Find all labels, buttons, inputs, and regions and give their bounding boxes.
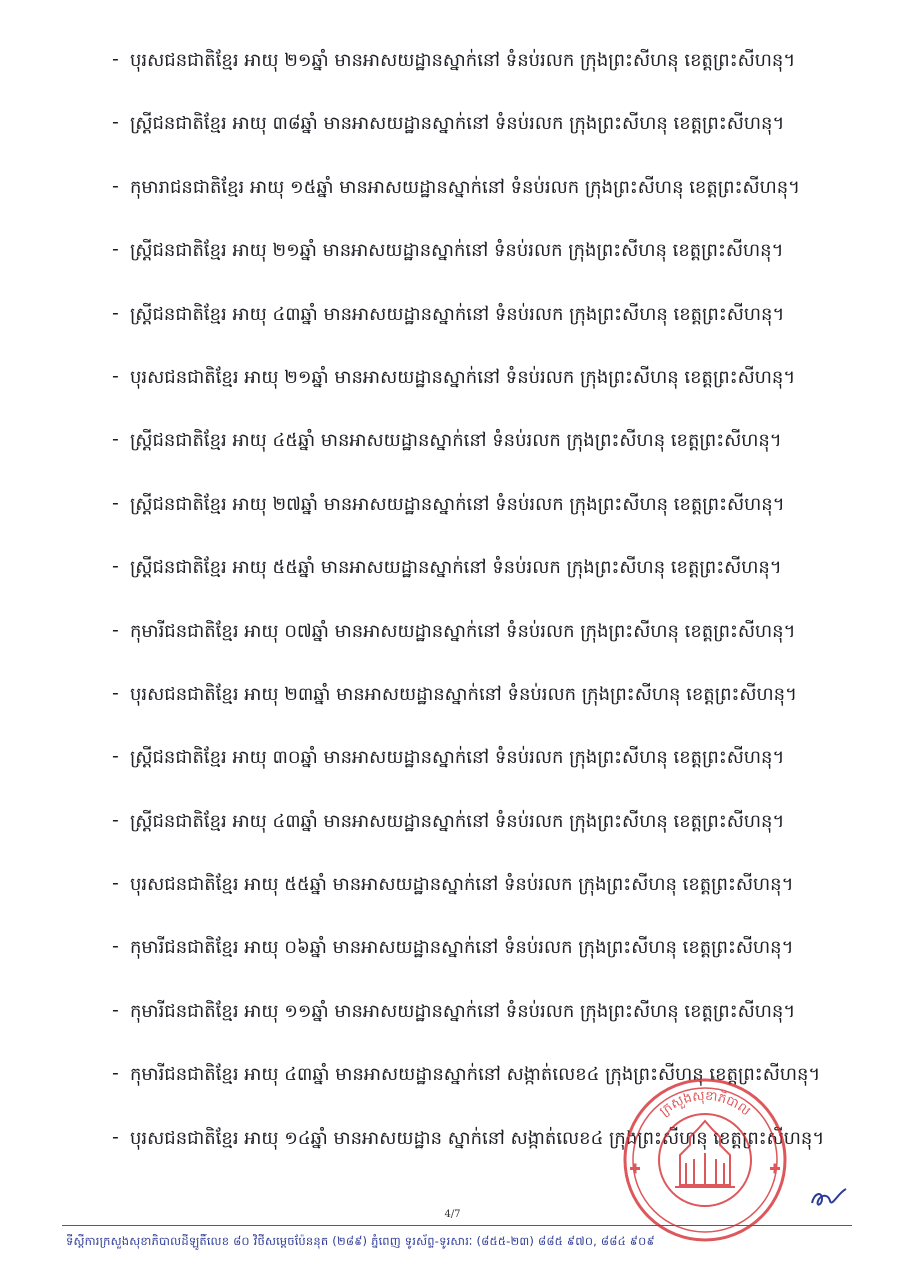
- bullet-dash: -: [112, 238, 119, 261]
- list-item-text: ស្ត្រីជនជាតិខ្មែរ អាយុ ៤៣ឆ្នាំ មានអាសយដ្ឋានស្នាក់នៅ ទំនប់រលក ក្រុងព្រះសីហនុ ខេត្តព្រះសីហនុ។: [130, 303, 785, 325]
- list-item-text: ស្ត្រីជនជាតិខ្មែរ អាយុ ២១ឆ្នាំ មានអាសយដ្ឋានស្នាក់នៅ ទំនប់រលក ក្រុងព្រះសីហនុ ខេត្តព្រះសីហនុ។: [130, 240, 784, 262]
- bullet-dash: -: [112, 1062, 119, 1085]
- bullet-dash: -: [112, 808, 119, 831]
- list-item-text: បុរសជនជាតិខ្មែរ អាយុ ២៣ឆ្នាំ មានអាសយដ្ឋានស្នាក់នៅ ទំនប់រលក ក្រុងព្រះសីហនុ ខេត្តព្រះសីហនុ។: [130, 683, 797, 705]
- bullet-dash: -: [112, 111, 119, 134]
- footer-divider: [62, 1225, 852, 1226]
- list-item-text: កុមារាជនជាតិខ្មែរ អាយុ ១៥ឆ្នាំ មានអាសយដ្ឋានស្នាក់នៅ ទំនប់រលក ក្រុងព្រះសីហនុ ខេត្តព្រះសីហនុ។: [130, 176, 801, 198]
- list-item-text: ស្ត្រីជនជាតិខ្មែរ អាយុ ៤៣ឆ្នាំ មានអាសយដ្ឋានស្នាក់នៅ ទំនប់រលក ក្រុងព្រះសីហនុ ខេត្តព្រះសីហនុ។: [130, 810, 785, 832]
- list-item-text: ស្ត្រីជនជាតិខ្មែរ អាយុ ៣០ឆ្នាំ មានអាសយដ្ឋានស្នាក់នៅ ទំនប់រលក ក្រុងព្រះសីហនុ ខេត្តព្រះសីហនុ។: [130, 747, 785, 769]
- case-list: [112, 40, 852, 1181]
- list-item: [112, 484, 852, 547]
- bullet-dash: -: [112, 301, 119, 324]
- bullet-dash: -: [112, 745, 119, 768]
- list-item-text: កុមារីជនជាតិខ្មែរ អាយុ ៤៣ឆ្នាំ មានអាសយដ្ឋានស្នាក់នៅ សង្កាត់លេខ៤ ក្រុងព្រះសីហនុ ខេត្តព្រះសីហនុ។: [130, 1064, 821, 1086]
- list-item-text: ស្ត្រីជនជាតិខ្មែរ អាយុ ៣៨ឆ្នាំ មានអាសយដ្ឋានស្នាក់នៅ ទំនប់រលក ក្រុងព្រះសីហនុ ខេត្តព្រះសីហនុ។: [130, 113, 785, 135]
- list-item: [112, 357, 852, 420]
- list-item: [112, 801, 852, 864]
- list-item: [112, 230, 852, 293]
- list-item-text: ស្ត្រីជនជាតិខ្មែរ អាយុ ២៧ឆ្នាំ មានអាសយដ្ឋានស្នាក់នៅ ទំនប់រលក ក្រុងព្រះសីហនុ ខេត្តព្រះសីហនុ។: [130, 493, 785, 515]
- list-item: [112, 927, 852, 990]
- bullet-dash: -: [112, 1125, 119, 1148]
- list-item-text: ស្ត្រីជនជាតិខ្មែរ អាយុ ៥៥ឆ្នាំ មានអាសយដ្ឋានស្នាក់នៅ ទំនប់រលក ក្រុងព្រះសីហនុ ខេត្តព្រះសីហនុ។: [130, 557, 782, 579]
- list-item: [112, 674, 852, 737]
- list-item-text: កុមារីជនជាតិខ្មែរ អាយុ ១១ឆ្នាំ មានអាសយដ្ឋានស្នាក់នៅ ទំនប់រលក ក្រុងព្រះសីហនុ ខេត្តព្រះសីហនុ។: [130, 1000, 796, 1022]
- list-item: [112, 611, 852, 674]
- page-number: 4/7: [444, 1209, 461, 1220]
- list-item-text: បុរសជនជាតិខ្មែរ អាយុ ១៤ឆ្នាំ មានអាសយដ្ឋាន ស្នាក់នៅ សង្កាត់លេខ៤ ក្រុងព្រះសីហនុ ខេត្តព្រះសីហនុ។: [130, 1127, 825, 1149]
- bullet-dash: -: [112, 555, 119, 578]
- list-item-text: បុរសជនជាតិខ្មែរ អាយុ ២១ឆ្នាំ មានអាសយដ្ឋានស្នាក់នៅ ទំនប់រលក ក្រុងព្រះសីហនុ ខេត្តព្រះសីហនុ។: [130, 50, 796, 71]
- list-item: [112, 294, 852, 357]
- bullet-dash: -: [112, 491, 119, 514]
- list-item: [112, 420, 852, 483]
- bullet-dash: -: [112, 998, 119, 1021]
- bullet-dash: -: [112, 681, 119, 704]
- list-item: [112, 547, 852, 610]
- bullet-dash: -: [112, 364, 119, 387]
- list-item: [112, 40, 852, 103]
- list-item-text: កុមារីជនជាតិខ្មែរ អាយុ ០៦ឆ្នាំ មានអាសយដ្ឋានស្នាក់នៅ ទំនប់រលក ក្រុងព្រះសីហនុ ខេត្តព្រះសីហនុ។: [130, 937, 794, 959]
- bullet-dash: -: [112, 174, 119, 197]
- bullet-dash: -: [112, 872, 119, 895]
- stamp-text: ក្រសួងសុខាភិបាល: [656, 1088, 754, 1120]
- list-item: [112, 737, 852, 800]
- list-item: [112, 167, 852, 230]
- list-item: [112, 991, 852, 1054]
- list-item-text: កុមារីជនជាតិខ្មែរ អាយុ ០៧ឆ្នាំ មានអាសយដ្ឋានស្នាក់នៅ ទំនប់រលក ក្រុងព្រះសីហនុ ខេត្តព្រះសីហនុ។: [130, 620, 796, 642]
- bullet-dash: -: [112, 428, 119, 451]
- bullet-dash: -: [112, 935, 119, 958]
- list-item-text: បុរសជនជាតិខ្មែរ អាយុ ៥៥ឆ្នាំ មានអាសយដ្ឋានស្នាក់នៅ ទំនប់រលក ក្រុងព្រះសីហនុ ខេត្តព្រះសីហនុ។: [130, 874, 794, 896]
- list-item: [112, 103, 852, 166]
- list-item-text: បុរសជនជាតិខ្មែរ អាយុ ២១ឆ្នាំ មានអាសយដ្ឋានស្នាក់នៅ ទំនប់រលក ក្រុងព្រះសីហនុ ខេត្តព្រះសីហនុ។: [130, 366, 796, 388]
- bullet-dash: -: [112, 48, 119, 70]
- bullet-dash: -: [112, 618, 119, 641]
- footer-address: ទីស្តីការក្រសួងសុខាភិបាលដីឡូតិ៍លេខ ៨០ វិថីសម្តេចប៉ែននុត (២៨៩) ភ្នំពេញ ទូរស័ព្ទ-ទូរសារៈ (៨៥៥-២៣) ៨៨៥ ៩៧០, ៨៨៤ ៩០៩: [66, 1234, 655, 1248]
- list-item-text: ស្ត្រីជនជាតិខ្មែរ អាយុ ៤៥ឆ្នាំ មានអាសយដ្ឋានស្នាក់នៅ ទំនប់រលក ក្រុងព្រះសីហនុ ខេត្តព្រះសីហនុ។: [130, 430, 782, 452]
- list-item: [112, 864, 852, 927]
